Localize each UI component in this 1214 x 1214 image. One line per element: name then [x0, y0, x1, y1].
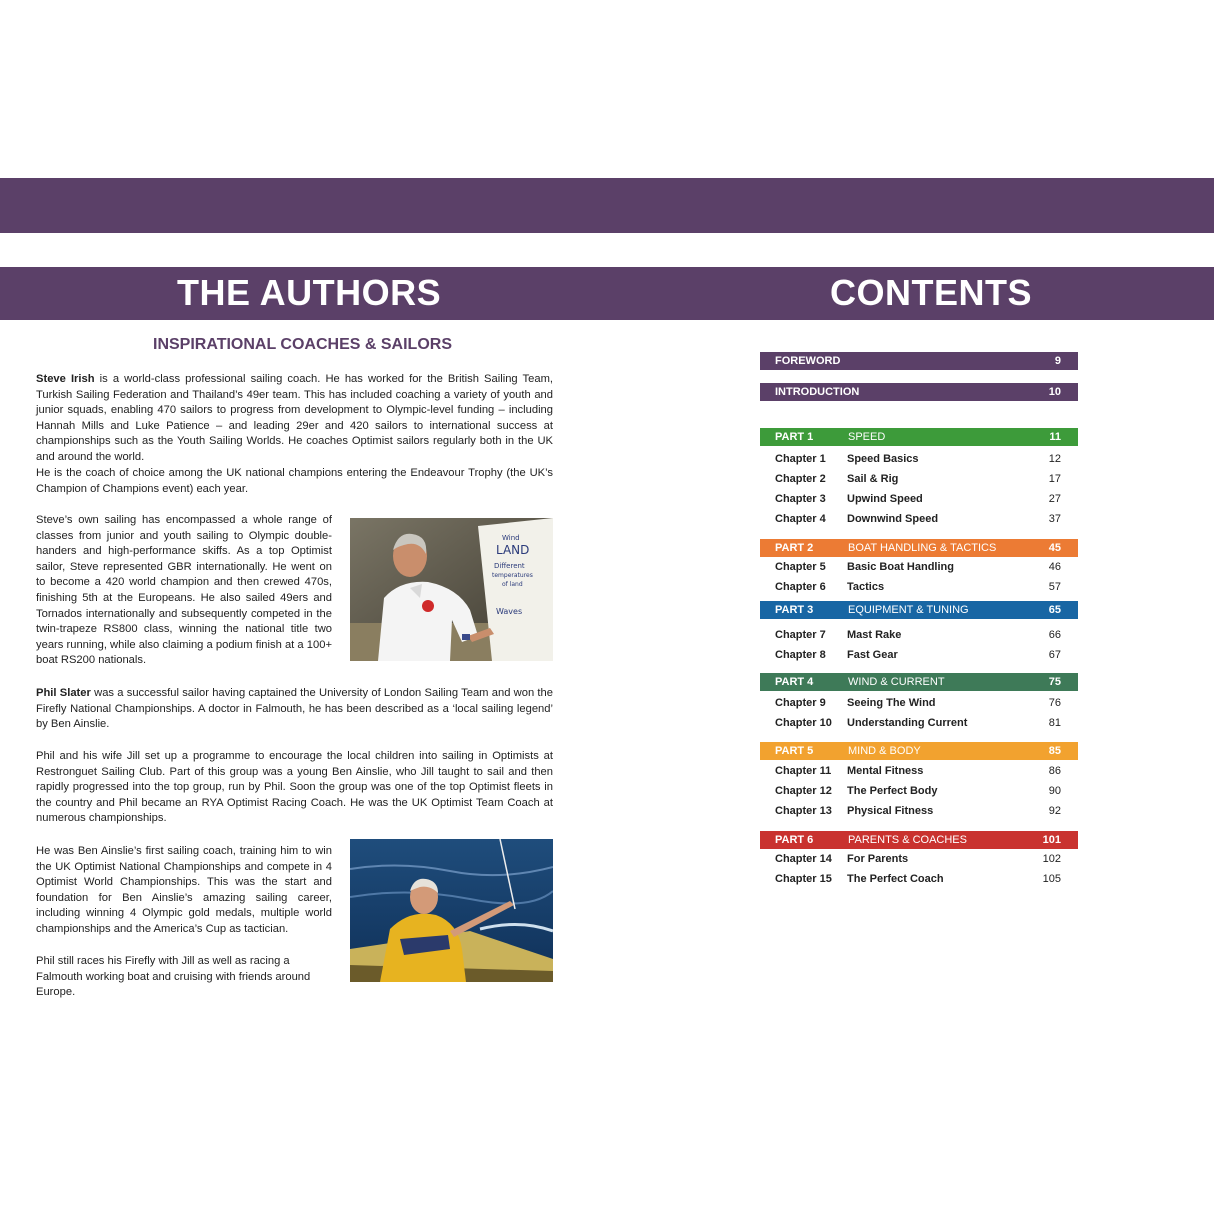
contents-part-title: SPEED: [848, 431, 886, 443]
contents-page-number: 81: [1048, 717, 1061, 729]
bio-text: Steve’s own sailing has encompassed a whole range of classes from junior and youth sailing to Olympic double-handers and high-performance skiffs. As a top Optimist sailor, Steve represented GBR internationally. He went on to become a 420 world champion and then crewed 470s, finishing 5th at the Europeans. He also sailed 49ers and Tornados internationally and subsequently competed in the twin-trapeze RS800 class, winning the national title two years running, while also claiming a podium finish at a 100+ boat RS200 nationals.: [36, 514, 332, 667]
contents-page-number: 11: [1049, 431, 1061, 443]
flipchart-text: Wind: [502, 534, 520, 542]
chapter-title: The Perfect Body: [847, 785, 938, 797]
contents-page-number: 27: [1048, 493, 1061, 505]
contents-part-bar[interactable]: [760, 428, 1078, 446]
chapter-label: Chapter 13: [775, 805, 832, 817]
chapter-title: Sail & Rig: [847, 473, 899, 485]
contents-part-label: INTRODUCTION: [775, 386, 860, 398]
bio-paragraph: [36, 749, 553, 827]
steve-irish-photo: [350, 518, 553, 661]
bio-paragraph: [36, 686, 553, 733]
contents-chapter-row[interactable]: [760, 872, 1078, 888]
bio-text: He is the coach of choice among the UK national champions entering the Endeavour Trophy (the UK’s Champion of Champions event) each year.: [36, 467, 553, 495]
contents-part-bar[interactable]: [760, 601, 1078, 619]
contents-page-number: 12: [1048, 453, 1061, 465]
chapter-title: Mast Rake: [847, 629, 902, 641]
contents-part-bar[interactable]: [760, 539, 1078, 557]
contents-chapter-row[interactable]: [760, 628, 1078, 644]
contents-page-number: 67: [1048, 649, 1061, 661]
chapter-title: Mental Fitness: [847, 765, 924, 777]
authors-heading: THE AUTHORS: [177, 272, 442, 313]
bio-text: He was Ben Ainslie’s first sailing coach, training him to win the UK Optimist National Championships and compete in 4 Optimist World Championships. This was the start and foundation for Ben Ainslie’s amazing sailing career, including winning 4 Olympic gold medals, multiple world championships and the America’s Cup as tactician.: [36, 845, 332, 935]
bio-paragraph: [36, 954, 332, 1001]
authors-subtitle: INSPIRATIONAL COACHES & SAILORS: [153, 336, 452, 353]
contents-part-label: FOREWORD: [775, 355, 841, 367]
chapter-title: Understanding Current: [847, 717, 968, 729]
contents-chapter-row[interactable]: [760, 696, 1078, 712]
contents-chapter-row[interactable]: [760, 784, 1078, 800]
chapter-label: Chapter 2: [775, 473, 826, 485]
chapter-label: Chapter 9: [775, 697, 826, 709]
chapter-label: Chapter 11: [775, 765, 832, 777]
contents-part-title: PARENTS & COACHES: [848, 834, 967, 846]
contents-part-label: PART 5: [775, 745, 814, 757]
contents-page-number: 86: [1048, 765, 1061, 777]
bio-paragraph: [36, 513, 332, 669]
flipchart-text: of land: [502, 581, 523, 588]
chapter-label: Chapter 14: [775, 853, 832, 865]
contents-page-number: 10: [1048, 386, 1061, 398]
chapter-label: Chapter 6: [775, 581, 826, 593]
bio-text: Phil still races his Firefly with Jill as well as racing a Falmouth working boat and cruising with friends around Europe.: [36, 955, 311, 999]
contents-page-number: 46: [1048, 561, 1061, 573]
phil-slater-photo: [350, 839, 553, 982]
contents-part-title: EQUIPMENT & TUNING: [848, 604, 969, 616]
contents-page-number: 45: [1048, 542, 1061, 554]
bio-paragraph: [36, 466, 553, 497]
contents-page-number: 90: [1048, 785, 1061, 797]
contents-page-number: 9: [1054, 355, 1061, 367]
contents-page-number: 102: [1042, 853, 1061, 865]
chapter-title: Basic Boat Handling: [847, 561, 954, 573]
flipchart-text: LAND: [496, 543, 530, 557]
flipchart-text: Different: [494, 562, 525, 570]
contents-page-number: 76: [1048, 697, 1061, 709]
contents-chapter-row[interactable]: [760, 492, 1078, 508]
contents-part-label: PART 1: [775, 431, 814, 443]
contents-page-number: 17: [1048, 473, 1061, 485]
chapter-title: Fast Gear: [847, 649, 898, 661]
bio-name: Steve Irish: [36, 373, 95, 385]
flipchart-text: temperatures: [492, 572, 533, 579]
chapter-title: Seeing The Wind: [847, 697, 936, 709]
chapter-title: Downwind Speed: [847, 513, 939, 525]
chapter-title: The Perfect Coach: [847, 873, 944, 885]
chapter-label: Chapter 5: [775, 561, 826, 573]
chapter-label: Chapter 15: [775, 873, 832, 885]
contents-part-title: BOAT HANDLING & TACTICS: [848, 542, 997, 554]
bio-paragraph: [36, 372, 553, 466]
contents-page-number: 37: [1048, 513, 1061, 525]
contents-chapter-row[interactable]: [760, 560, 1078, 576]
contents-page-number: 105: [1042, 873, 1061, 885]
contents-part-label: PART 4: [775, 676, 814, 688]
contents-part-bar[interactable]: [760, 742, 1078, 760]
contents-page-number: 75: [1048, 676, 1061, 688]
contents-part-bar[interactable]: [760, 673, 1078, 691]
chapter-label: Chapter 8: [775, 649, 826, 661]
contents-chapter-row[interactable]: [760, 804, 1078, 820]
chapter-label: Chapter 12: [775, 785, 832, 797]
contents-part-title: WIND & CURRENT: [848, 676, 945, 688]
contents-part-bar[interactable]: [760, 383, 1078, 401]
contents-page-number: 92: [1048, 805, 1061, 817]
contents-part-label: PART 2: [775, 542, 814, 554]
bio-name: Phil Slater: [36, 687, 91, 699]
bio-text: Phil and his wife Jill set up a programme to encourage the local children into sailing in Optimists at Restronguet Sailing Club. Part of this group was a young Ben Ainslie, who Jill taught to sail and then rapidly progressed into the top group, run by Phil. Soon the group was one of the top Optimist fleets in the country and Phil became an RYA Optimist Racing Coach. He was the UK Optimist Team Coach at numerous championships.: [36, 750, 553, 825]
contents-page-number: 65: [1048, 604, 1061, 616]
contents-chapter-row[interactable]: [760, 852, 1078, 868]
chapter-title: Physical Fitness: [847, 805, 934, 817]
chapter-label: Chapter 4: [775, 513, 826, 525]
contents-page-number: 85: [1048, 745, 1061, 757]
contents-heading: CONTENTS: [830, 272, 1032, 313]
chapter-label: Chapter 7: [775, 629, 826, 641]
flipchart-text: Waves: [496, 607, 523, 616]
chapter-title: Tactics: [847, 581, 885, 593]
bio-paragraph: [36, 844, 332, 938]
contents-chapter-row[interactable]: [760, 764, 1078, 780]
contents-chapter-row[interactable]: [760, 716, 1078, 732]
chapter-title: Upwind Speed: [847, 493, 923, 505]
contents-part-bar[interactable]: [760, 831, 1078, 849]
contents-page-number: 57: [1048, 581, 1061, 593]
contents-page-number: 66: [1048, 629, 1061, 641]
chapter-title: For Parents: [847, 853, 909, 865]
top-decorative-band: [0, 178, 1214, 233]
bio-text: is a world-class professional sailing coach. He has worked for the British Sailing Team, Turkish Sailing Federation and Thailand’s 49er team. This has included coaching a variety of youth and junior squads, enabling 470 sailors to progress from development to Olympic-level funding – including Hannah Mills and Luke Patience – and leading 29er and 420 sailors to international success at championships such as the Youth Sailing Worlds. He coaches Optimist sailors regularly both in the UK and around the world.: [36, 373, 553, 463]
contents-part-label: PART 3: [775, 604, 814, 616]
chapter-title: Speed Basics: [847, 453, 919, 465]
contents-part-bar[interactable]: [760, 352, 1078, 370]
contents-chapter-row[interactable]: [760, 512, 1078, 528]
contents-chapter-row[interactable]: [760, 580, 1078, 596]
contents-chapter-row[interactable]: [760, 648, 1078, 664]
contents-chapter-row[interactable]: [760, 472, 1078, 488]
bio-text: was a successful sailor having captained the University of London Sailing Team and won the Firefly National Championships. A doctor in Falmouth, he has been described as a ‘local sailing legend’ by Ben Ainslie.: [36, 687, 553, 731]
chapter-label: Chapter 1: [775, 453, 826, 465]
contents-chapter-row[interactable]: [760, 452, 1078, 468]
chapter-label: Chapter 3: [775, 493, 826, 505]
chapter-label: Chapter 10: [775, 717, 832, 729]
contents-page-number: 101: [1042, 834, 1061, 846]
contents-part-label: PART 6: [775, 834, 814, 846]
contents-part-title: MIND & BODY: [848, 745, 921, 757]
